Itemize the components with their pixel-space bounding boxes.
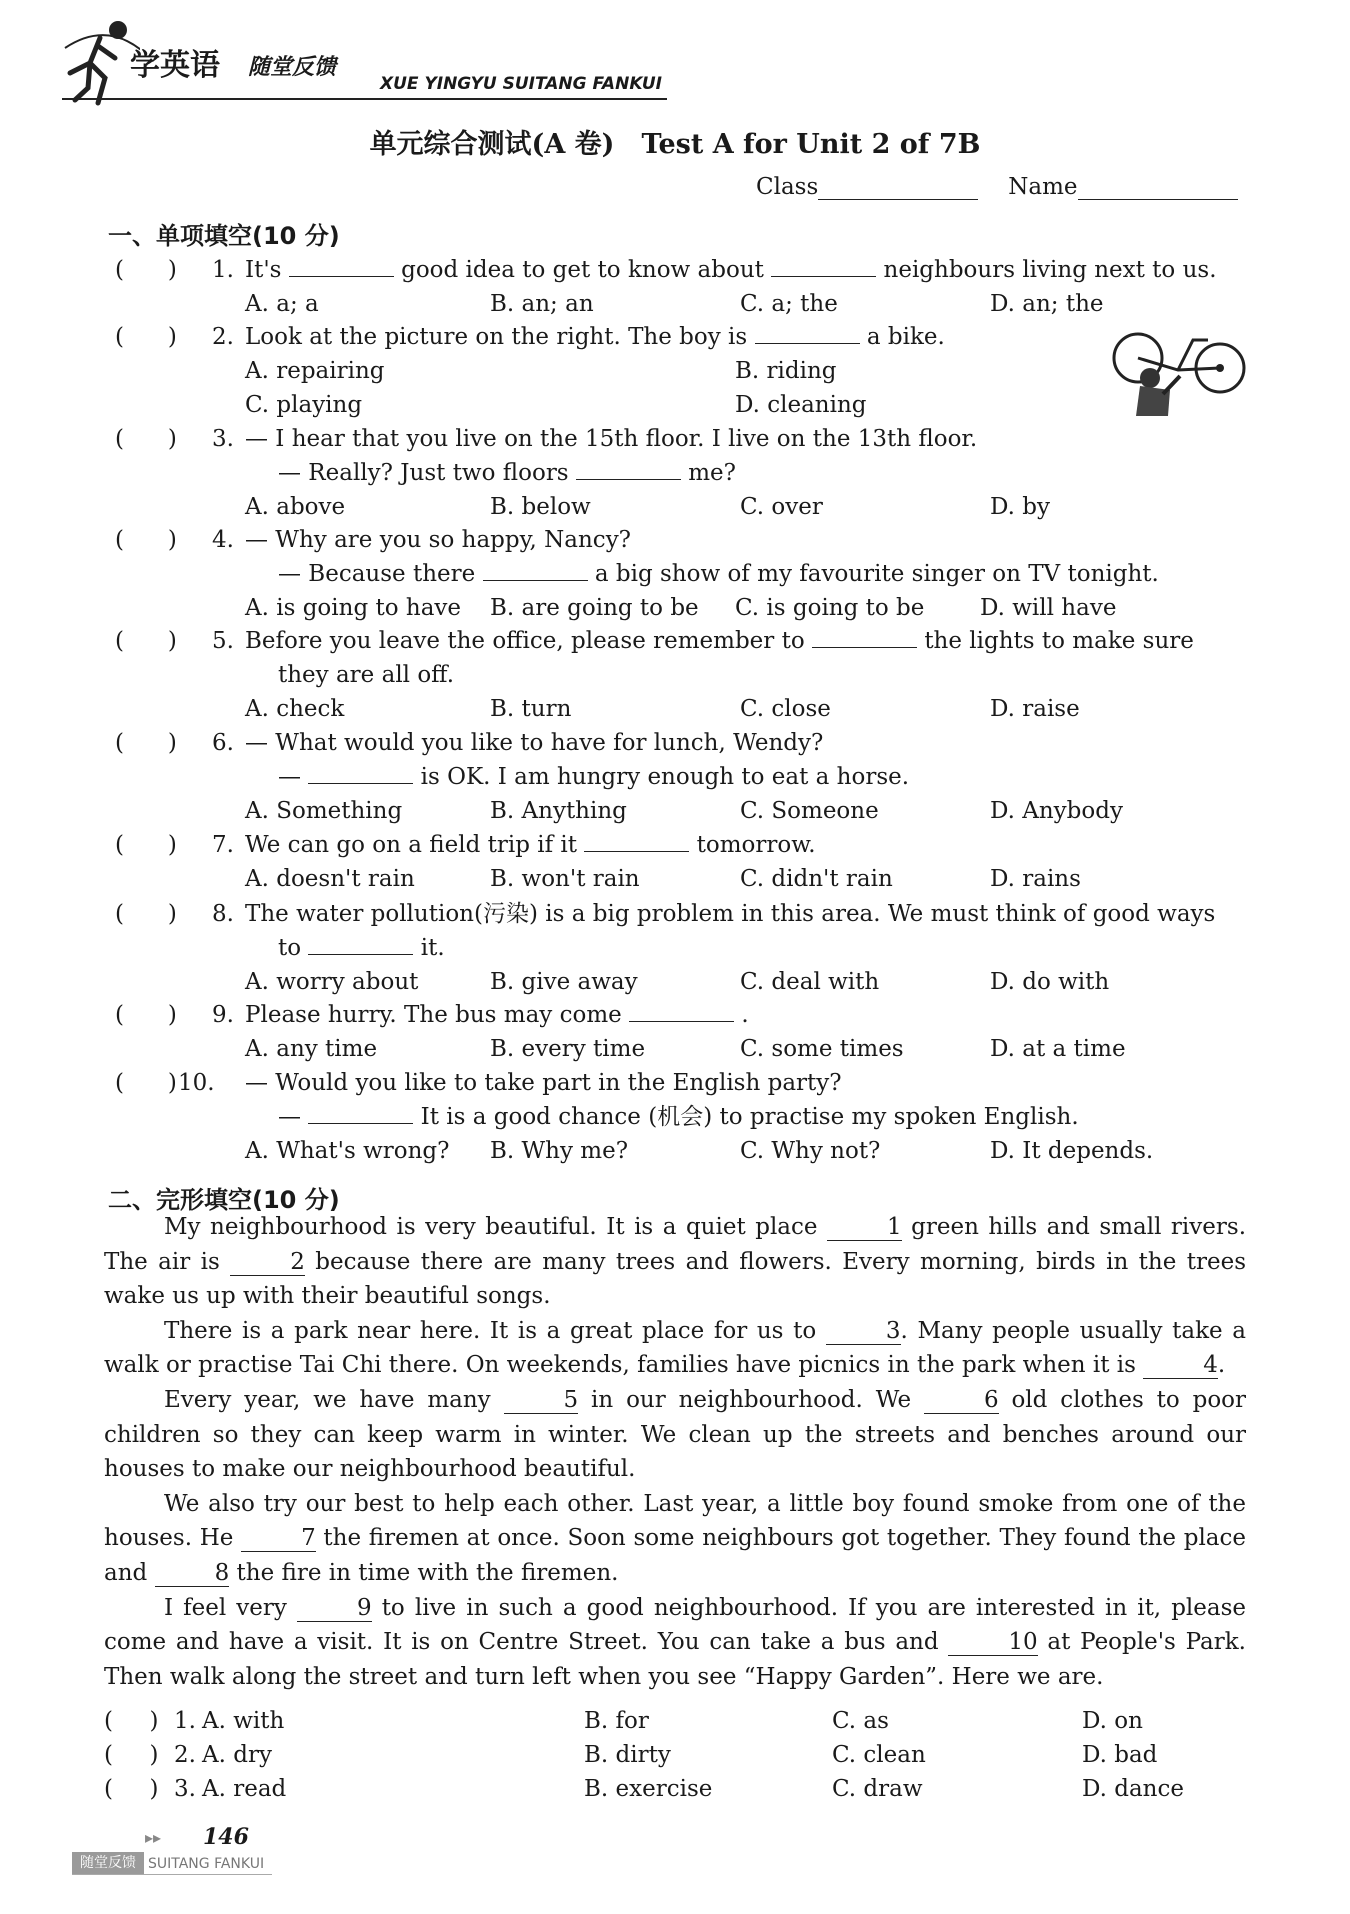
option[interactable]: C. over [740, 494, 823, 520]
passage-text: old clothes to poor children so they can keep warm in winter. We clean up the streets and benches around our houses to make our neighbourhood beautiful. [104, 1386, 1247, 1483]
answer-bracket[interactable]: ( ) [115, 426, 177, 452]
answer-bracket[interactable]: ( ) [115, 527, 177, 553]
page-number: 146 [203, 1824, 249, 1850]
option[interactable]: B. are going to be [490, 595, 699, 621]
answer-bracket[interactable]: ( ) [115, 832, 177, 858]
question-stem [278, 1100, 1288, 1134]
option[interactable]: B. Why me? [490, 1138, 629, 1164]
question-stem [245, 998, 1255, 1032]
answer-bracket[interactable]: ( ) [115, 901, 177, 927]
question-number: 6. [212, 730, 234, 756]
stem-text: tomorrow. [696, 832, 816, 858]
question-number: 3. [212, 426, 234, 452]
stem-text: — I hear that you live on the 15th floor. I live on the 13th floor. [245, 426, 978, 452]
question-stem [245, 828, 1255, 862]
option[interactable]: B. give away [490, 969, 638, 995]
option[interactable]: B. below [490, 494, 591, 520]
name-label: Name [1008, 174, 1078, 200]
option[interactable]: B. an; an [490, 291, 594, 317]
footer-tag-english: SUITANG FANKUI [148, 1856, 265, 1872]
option[interactable]: D. bad [1082, 1742, 1158, 1768]
stem-text: — [278, 1104, 301, 1130]
stem-text: the lights to make sure [924, 628, 1194, 654]
question-stem [278, 658, 1288, 692]
passage-text: . [1217, 1352, 1226, 1379]
option[interactable]: C. playing [245, 392, 363, 418]
stem-text: they are all off. [278, 662, 455, 688]
option[interactable]: D. cleaning [735, 392, 867, 418]
answer-bracket[interactable]: ( ) [104, 1708, 159, 1734]
question-stem [278, 760, 1288, 794]
answer-blank[interactable] [584, 831, 689, 852]
section2-heading: 二、完形填空(10 分) [108, 1186, 340, 1214]
class-field[interactable] [818, 177, 978, 200]
option[interactable]: B. exercise [584, 1776, 713, 1802]
answer-blank[interactable] [812, 627, 917, 648]
question-number: 2. [212, 324, 234, 350]
stem-text: — Why are you so happy, Nancy? [245, 527, 632, 553]
question-number: 1. [212, 257, 234, 283]
cloze-gap[interactable]: 6 [924, 1387, 999, 1414]
question-stem [245, 523, 1255, 557]
book-header [60, 18, 680, 108]
option[interactable]: A. repairing [245, 358, 385, 384]
question-stem [245, 897, 1255, 931]
answer-bracket[interactable]: ( ) [115, 324, 177, 350]
option[interactable]: A. doesn't rain [245, 866, 415, 892]
option[interactable]: D. will have [980, 595, 1117, 621]
class-name-row [756, 174, 1238, 200]
name-field[interactable] [1078, 177, 1238, 200]
answer-bracket[interactable]: ( ) [104, 1776, 159, 1802]
option[interactable]: A. read [202, 1776, 287, 1802]
stem-text: — Would you like to take part in the English party? [245, 1070, 842, 1096]
stem-text: good idea to get to know about [401, 257, 764, 283]
stem-text: Before you leave the office, please remember to [245, 628, 805, 654]
option[interactable]: A. is going to have [245, 595, 462, 621]
stem-text: It's [245, 257, 282, 283]
passage-text: . Many people usually take a walk or practise Tai Chi there. On weekends, families have picnics in the park when it is [104, 1317, 1247, 1379]
cloze-gap[interactable]: 10 [948, 1629, 1037, 1656]
section1-heading: 一、单项填空(10 分) [108, 222, 340, 250]
option[interactable]: A. worry about [245, 969, 419, 995]
stem-text: it. [420, 935, 445, 961]
stem-text: Look at the picture on the right. The boy is [245, 324, 748, 350]
passage-text: I feel very [164, 1594, 297, 1621]
option[interactable]: B. dirty [584, 1742, 671, 1768]
stem-text: — Because there [278, 561, 476, 587]
question-number: 8. [212, 901, 234, 927]
answer-blank[interactable] [629, 1001, 734, 1022]
option[interactable]: C. some times [740, 1036, 904, 1062]
option[interactable]: D. by [990, 494, 1050, 520]
cloze-option-row [104, 1742, 1246, 1776]
question-stem [245, 422, 1255, 456]
passage-text: because there are many trees and flowers. Every morning, birds in the trees wake us up with their beautiful songs. [104, 1248, 1246, 1310]
runner-logo-icon [60, 18, 140, 108]
question-stem [245, 253, 1255, 287]
question-number: 1. [174, 1708, 196, 1734]
question-stem [245, 726, 1255, 760]
logo-english: XUE YINGYU SUITANG FANKUI [380, 74, 663, 94]
option[interactable]: B. riding [735, 358, 837, 384]
stem-text: a big show of my favourite singer on TV tonight. [594, 561, 1159, 587]
passage-text: in our neighbourhood. We [578, 1386, 924, 1413]
cloze-gap[interactable]: 5 [504, 1387, 579, 1414]
passage-text: We also try our best to help each other. Last year, a little boy found smoke from one of the houses. He [104, 1490, 1246, 1552]
option[interactable]: C. Why not? [740, 1138, 881, 1164]
question-number: 5. [212, 628, 234, 654]
stem-text: It is a good chance (机会) to practise my spoken English. [420, 1104, 1079, 1130]
passage-text: My neighbourhood is very beautiful. It is a quiet place [164, 1214, 828, 1240]
stem-text: . [741, 1002, 749, 1028]
option[interactable]: C. didn't rain [740, 866, 893, 892]
passage-paragraph [104, 1210, 1246, 1314]
cloze-gap[interactable]: 2 [230, 1249, 305, 1276]
answer-blank[interactable] [771, 256, 876, 277]
answer-blank[interactable] [308, 1103, 413, 1124]
question-number: 4. [212, 527, 234, 553]
question-stem [278, 557, 1288, 591]
passage-paragraph [104, 1314, 1246, 1383]
stem-text: — What would you like to have for lunch, Wendy? [245, 730, 824, 756]
option[interactable]: C. Someone [740, 798, 879, 824]
stem-text: a bike. [866, 324, 945, 350]
passage-paragraph [104, 1383, 1246, 1487]
option[interactable]: A. any time [245, 1036, 378, 1062]
stem-text: Please hurry. The bus may come [245, 1002, 622, 1028]
page-title: 单元综合测试(A 卷) Test A for Unit 2 of 7B [369, 129, 981, 160]
logo-sub: 随堂反馈 [248, 55, 337, 80]
stem-text: is OK. I am hungry enough to eat a horse. [420, 764, 910, 790]
stem-text: The water pollution(污染) is a big problem in this area. We must think of good ways [245, 901, 1216, 927]
double-arrow-icon: ▸▸ [145, 1828, 162, 1847]
answer-blank[interactable] [483, 560, 588, 581]
option[interactable]: D. raise [990, 696, 1080, 722]
answer-blank[interactable] [308, 763, 413, 784]
question-number: 2. [174, 1742, 196, 1768]
answer-blank[interactable] [308, 934, 413, 955]
footer-divider [72, 1874, 272, 1875]
class-label: Class [756, 174, 819, 200]
option[interactable]: D. at a time [990, 1036, 1126, 1062]
question-number: 7. [212, 832, 234, 858]
passage-text: There is a park near here. It is a great place for us to [164, 1317, 826, 1344]
cloze-gap[interactable]: 1 [827, 1214, 902, 1241]
answer-blank[interactable] [755, 323, 860, 344]
option[interactable]: A. with [202, 1708, 285, 1734]
option[interactable]: C. close [740, 696, 831, 722]
passage-text: at People's Park. Then walk along the street and turn left when you see “Happy Garden”. Here we are. [104, 1629, 1246, 1690]
option[interactable]: D. Anybody [990, 798, 1123, 824]
header-divider [62, 98, 667, 100]
stem-text: — Really? Just two floors [278, 460, 569, 486]
passage-text: green hills and small rivers. The air is [104, 1214, 1246, 1275]
passage-paragraph [104, 1487, 1246, 1591]
option[interactable]: D. do with [990, 969, 1110, 995]
stem-text: me? [688, 460, 737, 486]
answer-bracket[interactable]: ( ) [115, 730, 177, 756]
answer-bracket[interactable]: ( ) [115, 1070, 177, 1096]
stem-text: neighbours living next to us. [883, 257, 1217, 283]
answer-blank[interactable] [289, 256, 394, 277]
option[interactable]: B. turn [490, 696, 572, 722]
passage-text: to live in such a good neighbourhood. If you are interested in it, please come and have a visit. It is on Centre Street. You can take a bus and [104, 1594, 1247, 1656]
option[interactable]: B. Anything [490, 798, 627, 824]
cloze-gap[interactable]: 8 [155, 1560, 230, 1587]
option[interactable]: C. is going to be [735, 595, 925, 621]
option[interactable]: B. for [584, 1708, 649, 1734]
question-stem [278, 456, 1288, 490]
passage-paragraph [104, 1591, 1246, 1695]
answer-bracket[interactable]: ( ) [115, 628, 177, 654]
cloze-passage [104, 1210, 1246, 1694]
boy-repairing-bike-picture [1108, 320, 1248, 420]
answer-bracket[interactable]: ( ) [104, 1742, 159, 1768]
cloze-option-row [104, 1776, 1246, 1810]
option[interactable]: C. clean [832, 1742, 926, 1768]
option[interactable]: C. as [832, 1708, 889, 1734]
question-stem [245, 624, 1255, 658]
option[interactable]: A. above [245, 494, 346, 520]
passage-text: the firemen at once. Soon some neighbours got together. They found the place and [104, 1525, 1247, 1586]
option[interactable]: A. check [245, 696, 345, 722]
passage-text: the fire in time with the firemen. [229, 1559, 619, 1586]
cloze-option-row [104, 1708, 1246, 1742]
option[interactable]: C. draw [832, 1776, 923, 1802]
cloze-gap[interactable]: 4 [1143, 1352, 1218, 1379]
stem-text: to [278, 935, 302, 961]
cloze-gap[interactable]: 7 [241, 1525, 316, 1552]
logo-main: 学英语 [130, 48, 220, 83]
answer-bracket[interactable]: ( ) [115, 257, 177, 283]
option[interactable]: D. dance [1082, 1776, 1184, 1802]
option[interactable]: D. on [1082, 1708, 1143, 1734]
option[interactable]: A. dry [202, 1742, 272, 1768]
option[interactable]: C. a; the [740, 291, 838, 317]
question-number: 9. [212, 1002, 234, 1028]
question-number: 3. [174, 1776, 196, 1802]
answer-bracket[interactable]: ( ) [115, 1002, 177, 1028]
option[interactable]: A. What's wrong? [245, 1138, 450, 1164]
question-stem [245, 320, 1255, 354]
footer-tag: 随堂反馈 [72, 1852, 144, 1874]
option[interactable]: D. an; the [990, 291, 1104, 317]
question-number: 10. [178, 1070, 215, 1096]
stem-text: We can go on a field trip if it [245, 832, 578, 858]
option[interactable]: B. won't rain [490, 866, 640, 892]
option[interactable]: D. rains [990, 866, 1081, 892]
stem-text: — [278, 764, 301, 790]
answer-blank[interactable] [576, 459, 681, 480]
option[interactable]: D. It depends. [990, 1138, 1154, 1164]
question-stem [278, 931, 1288, 965]
option[interactable]: A. a; a [245, 291, 319, 317]
cloze-gap[interactable]: 3 [826, 1318, 901, 1345]
question-stem [245, 1066, 1255, 1100]
option[interactable]: C. deal with [740, 969, 880, 995]
passage-text: Every year, we have many [164, 1386, 504, 1413]
option[interactable]: B. every time [490, 1036, 646, 1062]
option[interactable]: A. Something [245, 798, 403, 824]
cloze-gap[interactable]: 9 [297, 1595, 372, 1622]
